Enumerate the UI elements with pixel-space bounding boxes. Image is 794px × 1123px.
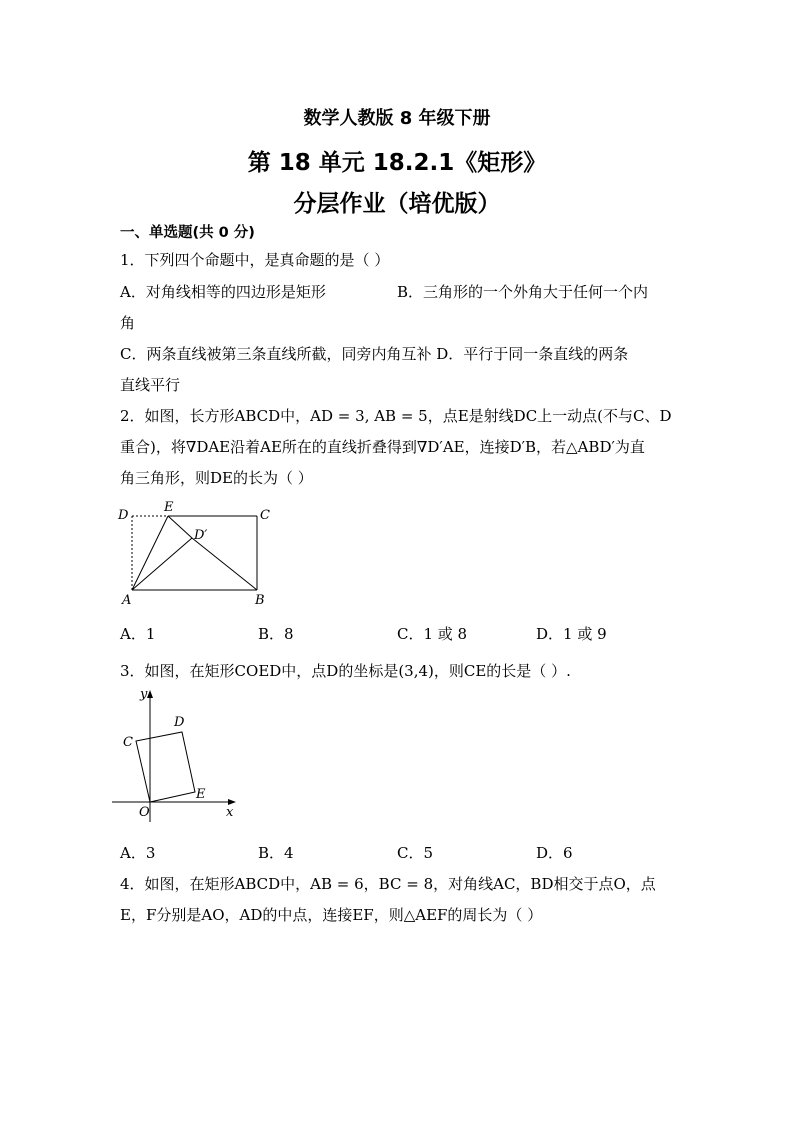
label-D: D bbox=[174, 715, 185, 730]
segment-AD-prime bbox=[132, 538, 192, 590]
q2-option-d: D．1 或 9 bbox=[536, 625, 607, 643]
doc-title: 数学人教版 8 年级下册 bbox=[303, 108, 491, 129]
q3-option-b: B．4 bbox=[258, 844, 294, 862]
section-heading: 一、单选题(共 0 分) bbox=[120, 225, 255, 241]
label-A: A bbox=[122, 593, 132, 608]
q1-option-d-cont: 直线平行 bbox=[120, 376, 181, 394]
label-C: C bbox=[123, 735, 133, 750]
label-B: B bbox=[255, 593, 265, 608]
q2-option-b: B．8 bbox=[258, 625, 294, 643]
label-D: D bbox=[118, 508, 129, 523]
segment-ED-prime bbox=[168, 516, 192, 538]
q1-option-b: B．三角形的一个外角大于任何一个内 bbox=[397, 283, 649, 301]
label-E: E bbox=[164, 500, 174, 515]
q2-stem-line1: 2．如图，长方形ABCD中，AD = 3, AB = 5，点E是射线DC上一动点(不与C、D bbox=[120, 407, 672, 425]
q3-option-a: A．3 bbox=[120, 844, 156, 862]
q2-option-c: C．1 或 8 bbox=[397, 625, 468, 643]
q2-rectangle-diagram bbox=[112, 498, 282, 610]
q2-stem-line3: 角三角形，则DE的长为（ ） bbox=[120, 469, 313, 487]
q2-stem-line2: 重合)，将∇DAE沿着AE所在的直线折叠得到∇D′AE，连接D′B，若△ABD′为直 bbox=[120, 438, 645, 456]
label-x: x bbox=[226, 805, 234, 820]
doc-subtitle: 分层作业（培优版） bbox=[293, 191, 501, 217]
q1-option-b-cont: 角 bbox=[120, 314, 136, 332]
label-O: O bbox=[139, 805, 150, 820]
q4-stem-line1: 4．如图，在矩形ABCD中，AB = 6，BC = 8，对角线AC，BD相交于点O，点 bbox=[120, 875, 656, 893]
q3-stem: 3．如图，在矩形COED中，点D的坐标是(3,4)，则CE的长是（ ）. bbox=[120, 662, 571, 680]
q4-stem-line2: E，F分别是AO，AD的中点，连接EF，则△AEF的周长为（ ） bbox=[120, 906, 543, 924]
q3-option-c: C．5 bbox=[397, 844, 434, 862]
label-E: E bbox=[196, 787, 206, 802]
q1-option-a: A．对角线相等的四边形是矩形 bbox=[120, 283, 326, 301]
label-C: C bbox=[260, 508, 270, 523]
q3-coordinate-diagram bbox=[112, 684, 242, 824]
q2-option-a: A．1 bbox=[120, 625, 156, 643]
label-y: y bbox=[140, 687, 148, 702]
q3-option-d: D．6 bbox=[536, 844, 573, 862]
doc-unit-title: 第 18 单元 18.2.1《矩形》 bbox=[247, 150, 547, 176]
segment-AE bbox=[132, 516, 168, 590]
label-D-prime: D′ bbox=[194, 528, 208, 543]
y-axis-arrow bbox=[147, 690, 153, 698]
rectangle-COED bbox=[136, 732, 195, 802]
q1-option-cd: C．两条直线被第三条直线所截，同旁内角互补 D．平行于同一条直线的两条 bbox=[120, 345, 629, 363]
q1-stem: 1．下列四个命题中，是真命题的是（ ） bbox=[120, 251, 390, 269]
segment-D-prime-B bbox=[192, 538, 257, 590]
